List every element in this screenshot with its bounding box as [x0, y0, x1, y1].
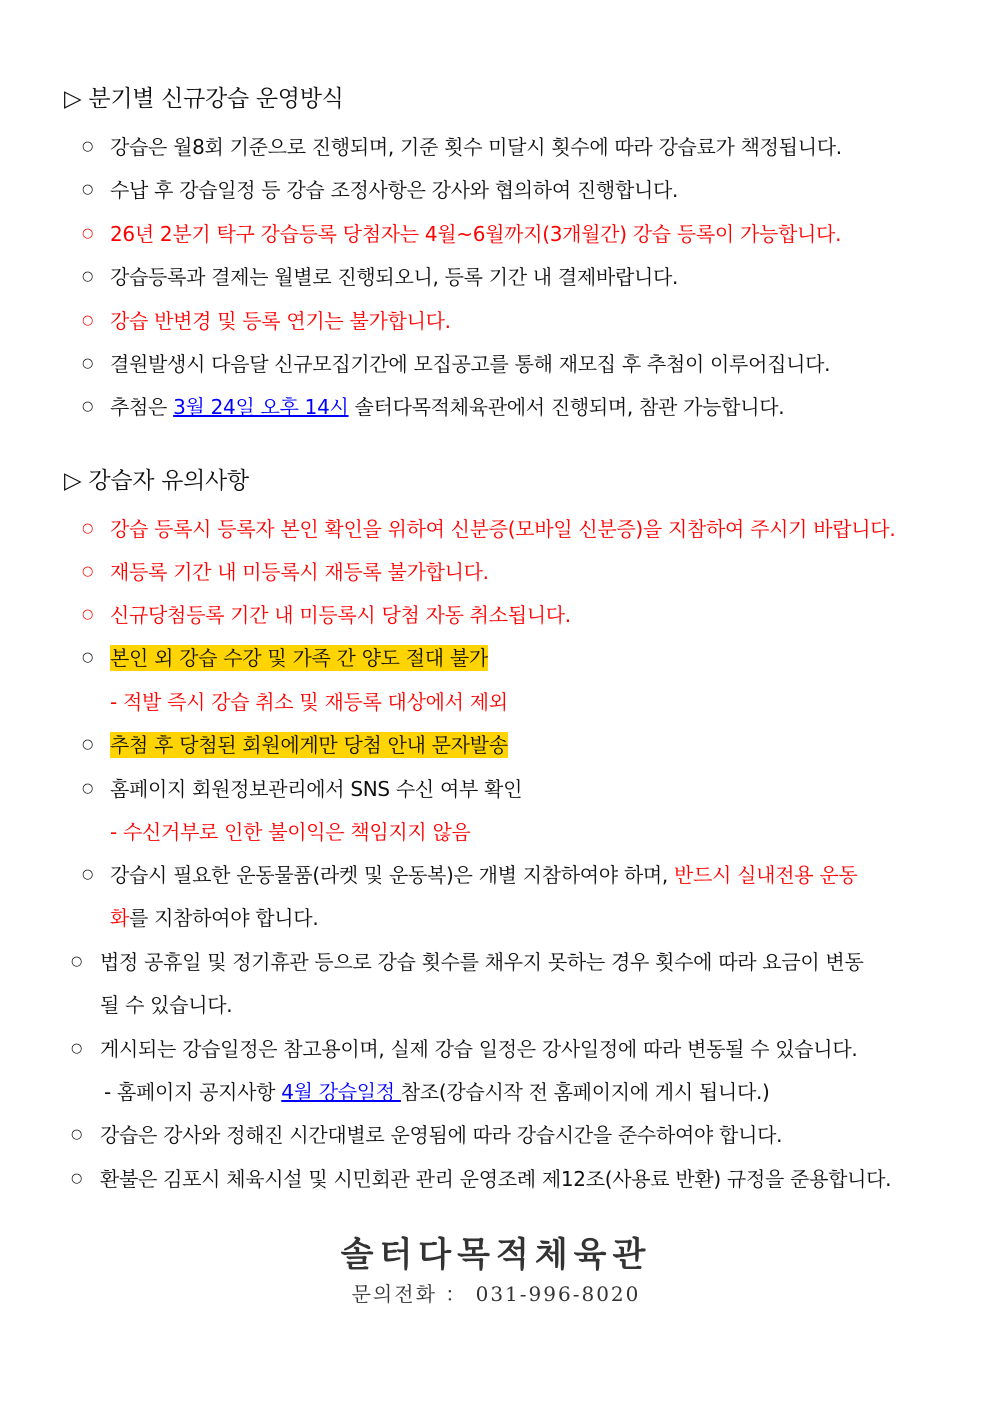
contact-line: [0, 1281, 992, 1307]
bullet-icon: ○: [82, 356, 94, 371]
draw-date-link[interactable]: 3월 24일 오후 14시: [173, 395, 349, 419]
bullet-icon: ○: [82, 182, 94, 197]
bullet-icon: ○: [82, 737, 94, 752]
text: 참조(강습시작 전 홈페이지에 게시 됩니다.): [400, 1080, 770, 1104]
list-item: 강습은 강사와 정해진 시간대별로 운영됨에 따라 강습시간을 준수하여야 합니다.: [100, 1123, 783, 1147]
list-item-equipment: [110, 862, 857, 888]
bullet-icon: ○: [82, 607, 94, 622]
list-item-draw: [110, 394, 784, 420]
bullet-icon: ○: [71, 1171, 83, 1186]
bullet-icon: ○: [82, 564, 94, 579]
list-item: 결원발생시 다음달 신규모집기간에 모집공고를 통해 재모집 후 추첨이 이루어집니다.: [110, 352, 831, 376]
heading-text: 강습자 유의사항: [88, 468, 249, 494]
list-item: 홈페이지 회원정보관리에서 SNS 수신 여부 확인: [110, 777, 523, 801]
triangle-icon: ▷: [64, 86, 82, 112]
list-item: 게시되는 강습일정은 참고용이며, 실제 강습 일정은 강사일정에 따라 변동될 수 있습니다.: [100, 1037, 858, 1061]
list-item-highlighted: 추첨 후 당첨된 회원에게만 당첨 안내 문자발송: [110, 733, 508, 757]
section-heading-notes: [64, 466, 249, 496]
list-item: 26년 2분기 탁구 강습등록 당첨자는 4월~6월까지(3개월간) 강습 등록이 가능합니다.: [110, 222, 842, 246]
list-item: 법정 공휴일 및 정기휴관 등으로 강습 횟수를 채우지 못하는 경우 횟수에 따라 요금이 변동: [100, 950, 864, 974]
bullet-icon: ○: [82, 226, 94, 241]
list-item: 재등록 기간 내 미등록시 재등록 불가합니다.: [110, 560, 489, 584]
heading-text: 분기별 신규강습 운영방식: [88, 86, 344, 112]
phone-number: 031-996-8020: [475, 1282, 641, 1306]
sub-item-schedule: [104, 1079, 770, 1105]
list-item: 강습은 월8회 기준으로 진행되며, 기준 횟수 미달시 횟수에 따라 강습료가 책정됩니다.: [110, 135, 842, 159]
sub-item: - 적발 즉시 강습 취소 및 재등록 대상에서 제외: [110, 690, 508, 714]
bullet-icon: ○: [82, 139, 94, 154]
list-item-cont: 될 수 있습니다.: [100, 993, 233, 1017]
triangle-icon: ▷: [64, 468, 82, 494]
separator: ：: [445, 1282, 468, 1306]
bullet-icon: ○: [71, 1127, 83, 1142]
bullet-icon: ○: [82, 521, 94, 536]
text: 강습시 필요한 운동물품(라켓 및 운동복)은 개별 지참하여야 하며,: [110, 863, 675, 887]
schedule-link[interactable]: 4월 강습일정: [281, 1080, 401, 1104]
list-item-equipment-cont: [110, 905, 318, 931]
bullet-icon: ○: [71, 1041, 83, 1056]
text: 추첨은: [110, 395, 174, 419]
bullet-icon: ○: [82, 650, 94, 665]
bullet-icon: ○: [82, 867, 94, 882]
contact-label: 문의전화: [351, 1282, 437, 1306]
list-item-highlighted: 본인 외 강습 수강 및 가족 간 양도 절대 불가: [110, 646, 488, 670]
list-item: 강습등록과 결제는 월별로 진행되오니, 등록 기간 내 결제바랍니다.: [110, 265, 679, 289]
section-heading-operation: [64, 84, 344, 114]
sub-item: - 수신거부로 인한 불이익은 책임지지 않음: [110, 820, 471, 844]
list-item: 환불은 김포시 체육시설 및 시민회관 관리 운영조례 제12조(사용료 반환) 규정을 준용합니다.: [100, 1167, 892, 1191]
bullet-icon: ○: [71, 954, 83, 969]
organization-name: 솔터다목적체육관: [340, 1235, 652, 1275]
list-item: 수납 후 강습일정 등 강습 조정사항은 강사와 협의하여 진행합니다.: [110, 178, 679, 202]
bullet-icon: ○: [82, 399, 94, 414]
bullet-icon: ○: [82, 313, 94, 328]
bullet-icon: ○: [82, 269, 94, 284]
text: 솔터다목적체육관에서 진행되며, 참관 가능합니다.: [348, 395, 785, 419]
text: 를 지참하여야 합니다.: [129, 906, 319, 930]
list-item: 강습 반변경 및 등록 연기는 불가합니다.: [110, 309, 451, 333]
text-red: 반드시 실내전용 운동: [674, 863, 858, 887]
text: - 홈페이지 공지사항: [104, 1080, 282, 1104]
list-item: 신규당첨등록 기간 내 미등록시 당첨 자동 취소됩니다.: [110, 603, 571, 627]
list-item: 강습 등록시 등록자 본인 확인을 위하여 신분증(모바일 신분증)을 지참하여 주시기 바랍니다.: [110, 517, 896, 541]
bullet-icon: ○: [82, 781, 94, 796]
text-red: 화: [110, 906, 130, 930]
